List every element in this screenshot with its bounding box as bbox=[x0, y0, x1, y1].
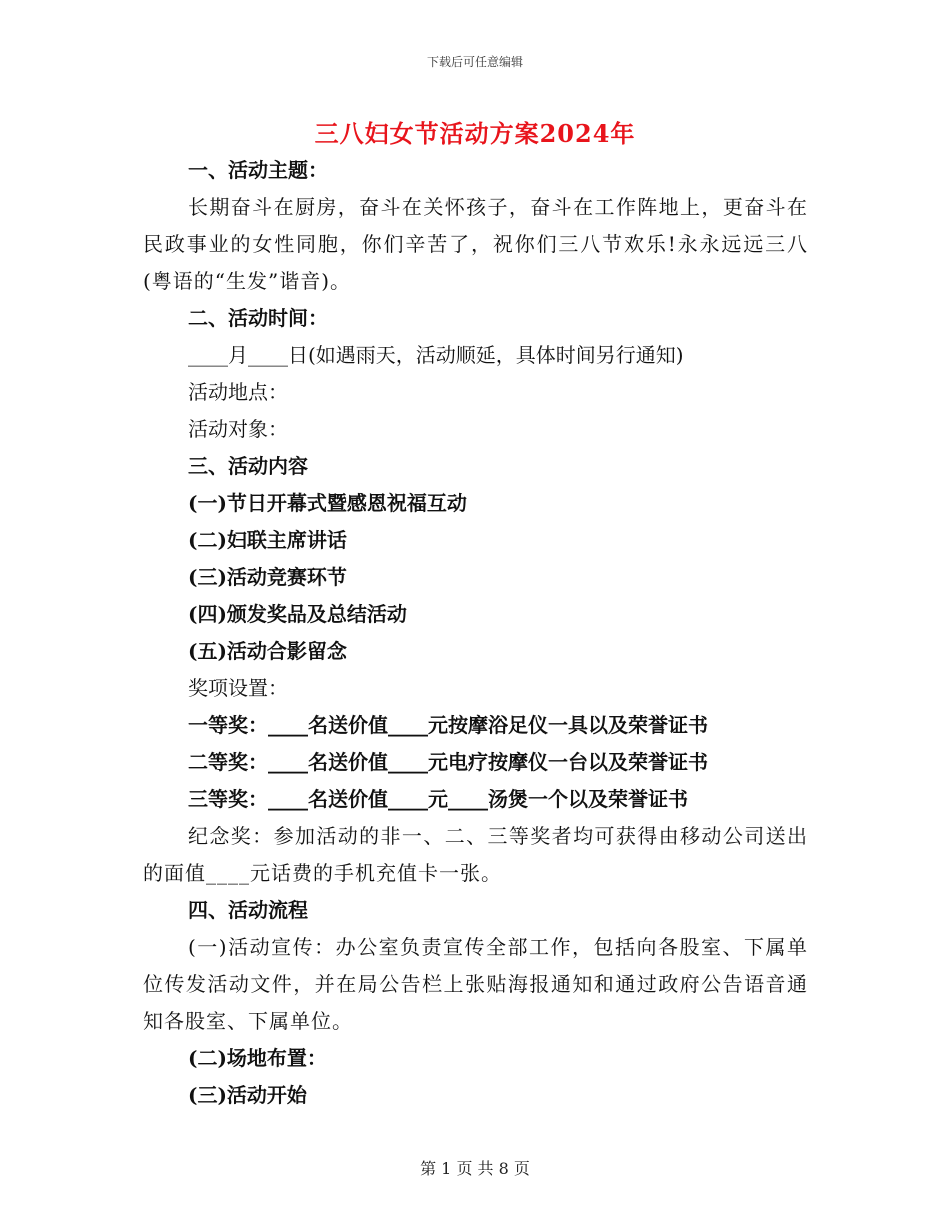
awards-heading: 奖项设置： bbox=[188, 676, 288, 700]
time-paragraph: ____月____日(如遇雨天，活动顺延，具体时间另行通知) bbox=[188, 343, 684, 367]
theme-paragraph: 长期奋斗在厨房，奋斗在关怀孩子，奋斗在工作阵地上，更奋斗在民政事业的女性同胞，你们辛苦了，祝你们三八节欢乐!永永远远三八(粤语的“生发”谐音)。 bbox=[143, 195, 808, 293]
process-venue-line: (二)场地布置： bbox=[188, 1046, 327, 1070]
process-start-line: (三)活动开始 bbox=[188, 1083, 307, 1107]
time-heading: 二、活动时间： bbox=[188, 306, 328, 330]
memorial-award-paragraph: 纪念奖：参加活动的非一、二、三等奖者均可获得由移动公司送出的面值____元话费的手机充值卡一张。 bbox=[143, 824, 808, 885]
content-item: (三)活动竞赛环节 bbox=[188, 565, 347, 589]
award-line: 二等奖：____名送价值____元电疗按摩仪一台以及荣誉证书 bbox=[188, 750, 708, 774]
content-item: (一)节日开幕式暨感恩祝福互动 bbox=[188, 491, 467, 515]
award-line: 三等奖：____名送价值____元____汤煲一个以及荣誉证书 bbox=[188, 787, 688, 811]
content-item: (四)颁发奖品及总结活动 bbox=[188, 602, 407, 626]
award-line: 一等奖：____名送价值____元按摩浴足仪一具以及荣誉证书 bbox=[188, 713, 708, 737]
content-item: (二)妇联主席讲话 bbox=[188, 528, 347, 552]
place-line: 活动地点： bbox=[188, 380, 288, 404]
process-heading: 四、活动流程 bbox=[188, 898, 308, 922]
document-title: 三八妇女节活动方案2024年 bbox=[314, 119, 636, 148]
content-heading: 三、活动内容 bbox=[188, 454, 308, 478]
page-footer: 第 1 页 共 8 页 bbox=[420, 1159, 530, 1178]
document-body bbox=[143, 152, 808, 1114]
theme-heading: 一、活动主题： bbox=[188, 158, 328, 182]
header-note: 下载后可任意编辑 bbox=[426, 55, 523, 69]
content-item: (五)活动合影留念 bbox=[188, 639, 347, 663]
process-publicity-paragraph: (一)活动宣传：办公室负责宣传全部工作，包括向各股室、下属单位传发活动文件，并在局公告栏上张贴海报通知和通过政府公告语音通知各股室、下属单位。 bbox=[143, 935, 808, 1033]
target-line: 活动对象： bbox=[188, 417, 288, 441]
